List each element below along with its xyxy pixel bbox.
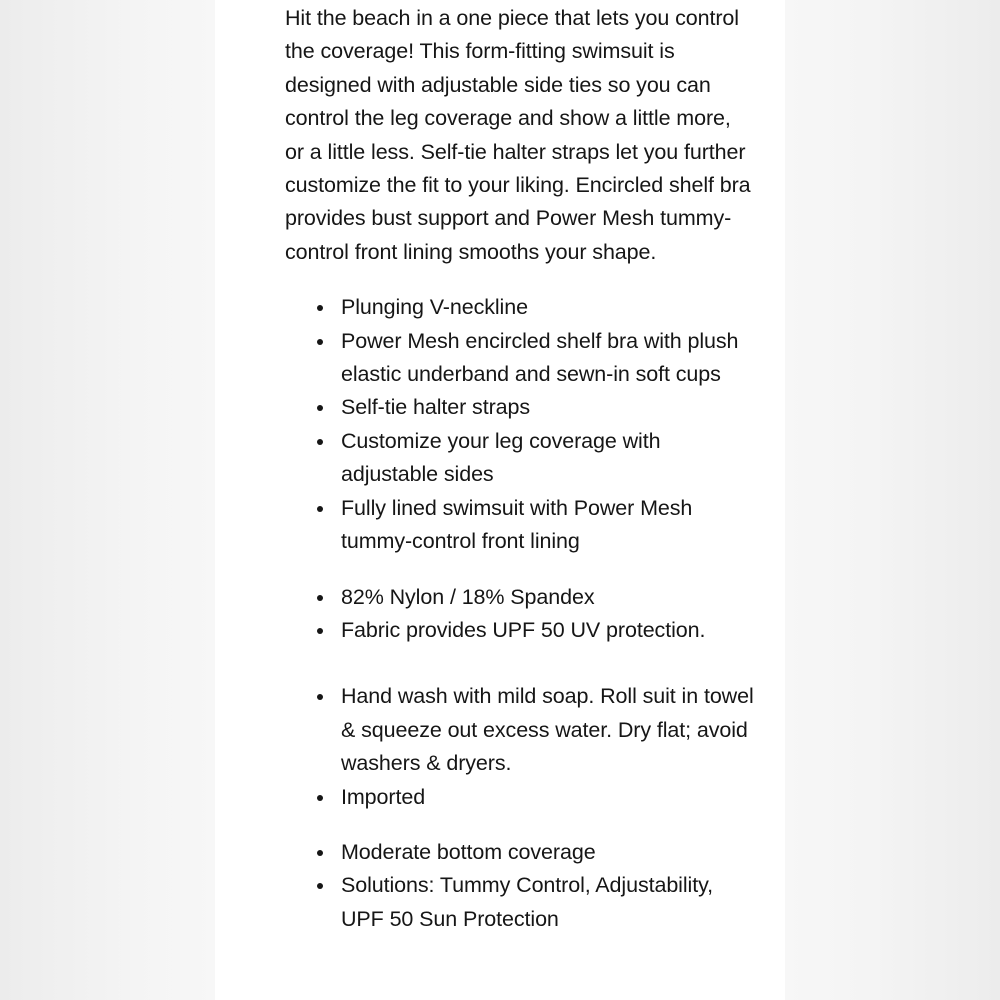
background-left bbox=[0, 0, 215, 1000]
coverage-list bbox=[285, 836, 755, 936]
list-item: Fabric provides UPF 50 UV protection. bbox=[285, 614, 755, 647]
list-item: Customize your leg coverage with adjustable sides bbox=[285, 425, 755, 492]
care-list bbox=[285, 680, 755, 814]
list-item: Hand wash with mild soap. Roll suit in towel & squeeze out excess water. Dry flat; avoid washers & dryers. bbox=[285, 680, 755, 780]
background-right bbox=[785, 0, 1000, 1000]
list-item: Imported bbox=[285, 781, 755, 814]
list-item: Fully lined swimsuit with Power Mesh tummy-control front lining bbox=[285, 492, 755, 559]
list-item: Power Mesh encircled shelf bra with plush elastic underband and sewn-in soft cups bbox=[285, 325, 755, 392]
fabric-list bbox=[285, 581, 755, 648]
list-item: Solutions: Tummy Control, Adjustability, UPF 50 Sun Protection bbox=[285, 869, 755, 936]
product-description-card bbox=[215, 0, 785, 1000]
list-item: Moderate bottom coverage bbox=[285, 836, 755, 869]
list-item: 82% Nylon / 18% Spandex bbox=[285, 581, 755, 614]
list-item: Self-tie halter straps bbox=[285, 391, 755, 424]
intro-paragraph: Hit the beach in a one piece that lets you control the coverage! This form-fitting swimsuit is designed with adjustable side ties so you can control the leg coverage and show a little more, or a little less. Self-tie halter straps let you further customize the fit to your liking. Encircled shelf bra provides bust support and Power Mesh tummy-control front lining smooths your shape. bbox=[285, 6, 751, 264]
description-content bbox=[285, 0, 755, 936]
list-item: Plunging V-neckline bbox=[285, 291, 755, 324]
features-list bbox=[285, 291, 755, 558]
